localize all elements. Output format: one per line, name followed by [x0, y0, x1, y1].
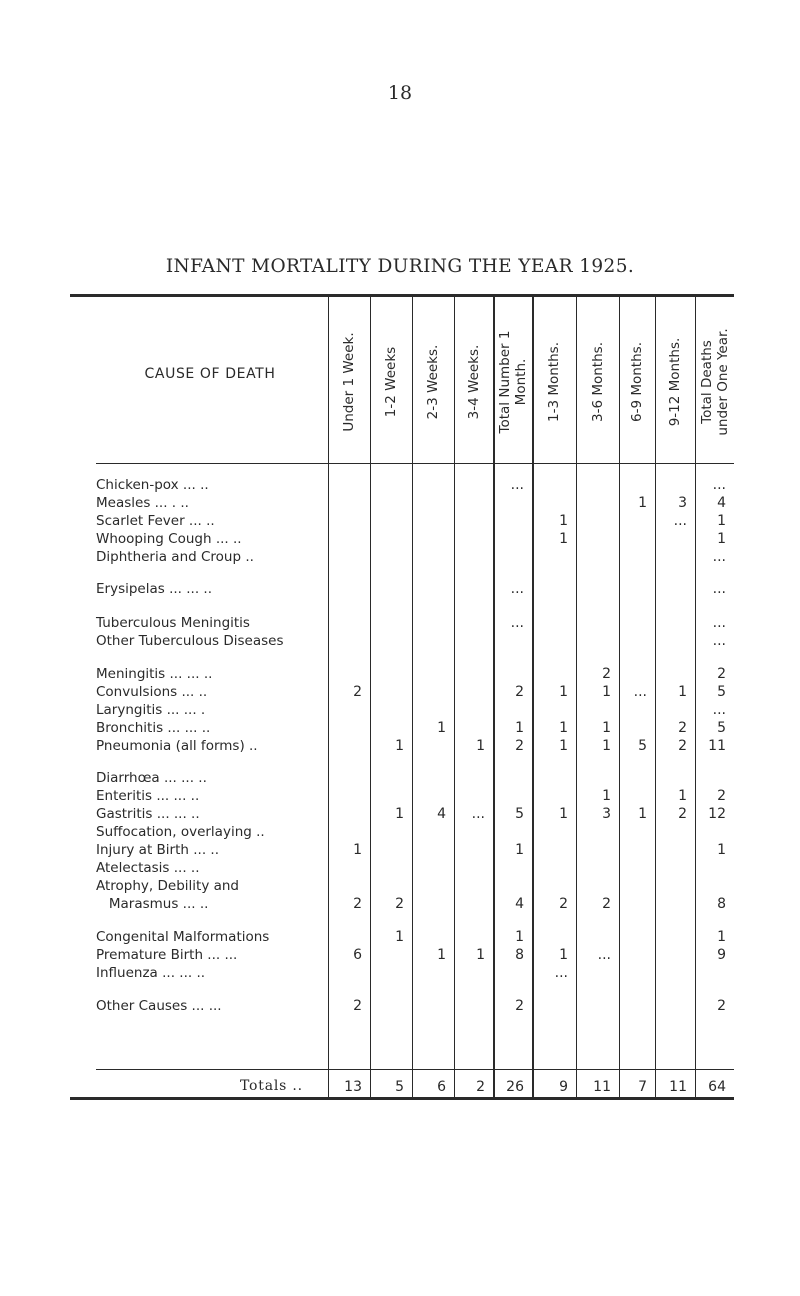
table-cell: 2: [678, 720, 687, 736]
table-cell: 1: [559, 806, 568, 822]
table-cell: 2: [678, 738, 687, 754]
table-cell: 1: [395, 806, 404, 822]
table-cell: 2: [717, 788, 726, 804]
table-cell: 1: [678, 788, 687, 804]
header-bottom-rule: [96, 463, 734, 464]
table-cell: 5: [638, 738, 647, 754]
table-row: [0, 683, 800, 701]
table-cell: 2: [515, 998, 524, 1014]
total-cell: 6: [437, 1079, 446, 1095]
column-header: [695, 308, 734, 456]
column-header-label: 2-3 Weeks.: [425, 344, 441, 420]
table-cell: 1: [515, 720, 524, 736]
table-cell: ...: [554, 965, 568, 981]
table-cell: ...: [712, 581, 726, 597]
cause-label: Other Causes ... ...: [96, 998, 222, 1014]
column-header: [412, 308, 454, 456]
table-row: [0, 737, 800, 755]
column-header: [655, 308, 695, 456]
table-row: [0, 964, 800, 982]
total-cell: 5: [395, 1079, 404, 1095]
table-cell: 2: [717, 998, 726, 1014]
table-row: [0, 701, 800, 719]
column-header-label: 9-12 Months.: [667, 337, 683, 427]
table-row: [0, 841, 800, 859]
table-row: [0, 928, 800, 946]
column-header: [454, 308, 493, 456]
table-cell: ...: [510, 581, 524, 597]
cause-label: Suffocation, overlaying ..: [96, 824, 265, 840]
table-cell: ...: [510, 477, 524, 493]
table-cell: 2: [353, 896, 362, 912]
table-cell: 1: [717, 513, 726, 529]
table-row: [0, 719, 800, 737]
table-cell: 6: [353, 947, 362, 963]
table-cell: 3: [678, 495, 687, 511]
cause-label: Convulsions ... ..: [96, 684, 208, 700]
cause-label: Whooping Cough ... ..: [96, 531, 242, 547]
table-cell: ...: [712, 633, 726, 649]
table-cell: 2: [515, 684, 524, 700]
column-header: [619, 308, 655, 456]
column-header: [328, 308, 370, 456]
table-cell: 2: [395, 896, 404, 912]
table-bottom-rule: [70, 1097, 734, 1100]
table-cell: 1: [559, 531, 568, 547]
table-row: [0, 859, 800, 877]
table-row: [0, 895, 800, 913]
table-row: [0, 530, 800, 548]
table-cell: ...: [712, 702, 726, 718]
column-header-label: 1-3 Months.: [546, 342, 562, 422]
table-cell: 1: [602, 738, 611, 754]
column-header-label: 1-2 Weeks: [383, 346, 399, 418]
cause-label: Premature Birth ... ...: [96, 947, 238, 963]
cause-label: Erysipelas ... ... ..: [96, 581, 212, 597]
cause-label: Enteritis ... ... ..: [96, 788, 200, 804]
total-cell: 64: [708, 1079, 726, 1095]
table-cell: 1: [602, 788, 611, 804]
table-cell: 1: [515, 929, 524, 945]
table-cell: 1: [559, 947, 568, 963]
table-cell: 2: [353, 684, 362, 700]
table-cell: 8: [717, 896, 726, 912]
page-title: INFANT MORTALITY DURING THE YEAR 1925.: [165, 256, 635, 277]
total-cell: 13: [344, 1079, 362, 1095]
table-cell: 1: [559, 720, 568, 736]
table-cell: 1: [678, 684, 687, 700]
table-cell: ...: [633, 684, 647, 700]
table-cell: ...: [673, 513, 687, 529]
table-row: [0, 632, 800, 650]
total-cell: 7: [638, 1079, 647, 1095]
cause-column-header: CAUSE OF DEATH: [144, 366, 276, 382]
column-header-label: Total Deaths under One Year.: [698, 328, 731, 436]
table-cell: 1: [717, 929, 726, 945]
column-header-label: 3-4 Weeks.: [465, 344, 482, 420]
table-cell: 4: [515, 896, 524, 912]
table-row: [0, 548, 800, 566]
cause-label: Congenital Malformations: [96, 929, 270, 945]
table-cell: 1: [437, 720, 446, 736]
table-cell: 5: [717, 684, 726, 700]
table-cell: ...: [471, 806, 485, 822]
table-row: [0, 614, 800, 632]
table-cell: ...: [712, 615, 726, 631]
table-cell: ...: [597, 947, 611, 963]
table-row: [0, 494, 800, 512]
table-cell: 1: [395, 929, 404, 945]
table-row: [0, 787, 800, 805]
table-cell: 1: [638, 806, 647, 822]
table-cell: 1: [476, 738, 485, 754]
cause-label: Tuberculous Meningitis: [96, 615, 250, 631]
cause-label: Diarrhœa ... ... ..: [96, 770, 207, 786]
column-header-label: 6-9 Months.: [629, 342, 645, 422]
table-cell: 2: [602, 666, 611, 682]
total-cell: 11: [669, 1079, 687, 1095]
table-cell: 2: [717, 666, 726, 682]
table-cell: 1: [638, 495, 647, 511]
table-cell: ...: [712, 549, 726, 565]
table-cell: 1: [476, 947, 485, 963]
cause-label: Atrophy, Debility and: [96, 878, 239, 894]
cause-label: Bronchitis ... ... ..: [96, 720, 211, 736]
table-cell: 1: [717, 842, 726, 858]
cause-label: Chicken-pox ... ..: [96, 477, 209, 493]
table-cell: 2: [559, 896, 568, 912]
totals-label: Totals ..: [240, 1078, 303, 1094]
cause-label: Atelectasis ... ..: [96, 860, 200, 876]
table-cell: 5: [515, 806, 524, 822]
table-row: [0, 769, 800, 787]
cause-label: Meningitis ... ... ..: [96, 666, 213, 682]
table-cell: 4: [717, 495, 726, 511]
table-cell: 2: [602, 896, 611, 912]
table-cell: 3: [602, 806, 611, 822]
totals-values: [0, 1078, 800, 1096]
table-row: [0, 512, 800, 530]
column-header: [493, 308, 532, 456]
table-cell: ...: [712, 477, 726, 493]
table-cell: 1: [717, 531, 726, 547]
table-cell: 1: [559, 513, 568, 529]
cause-label: Influenza ... ... ..: [96, 965, 206, 981]
total-cell: 11: [593, 1079, 611, 1095]
table-row: [0, 946, 800, 964]
table-cell: 1: [559, 684, 568, 700]
cause-label: Scarlet Fever ... ..: [96, 513, 215, 529]
total-cell: 26: [506, 1079, 524, 1095]
total-cell: 2: [476, 1079, 485, 1095]
table-row: [0, 665, 800, 683]
table-cell: 2: [515, 738, 524, 754]
table-cell: 12: [708, 806, 726, 822]
table-cell: 1: [353, 842, 362, 858]
table-cell: 1: [602, 720, 611, 736]
column-header: [576, 308, 619, 456]
table-cell: 11: [708, 738, 726, 754]
table-cell: 1: [437, 947, 446, 963]
table-row: [0, 580, 800, 598]
table-top-rule: [70, 294, 734, 297]
column-header: [532, 308, 576, 456]
table-cell: 8: [515, 947, 524, 963]
totals-rule: [96, 1069, 734, 1070]
cause-label: Gastritis ... ... ..: [96, 806, 200, 822]
table-row: [0, 997, 800, 1015]
table-row: [0, 877, 800, 895]
table-cell: 1: [602, 684, 611, 700]
table-cell: 2: [353, 998, 362, 1014]
table-cell: 2: [678, 806, 687, 822]
total-cell: 9: [559, 1079, 568, 1095]
table-cell: 1: [515, 842, 524, 858]
table-cell: 4: [437, 806, 446, 822]
column-header-label: 3-6 Months.: [589, 342, 606, 422]
table-row: [0, 476, 800, 494]
table-cell: 9: [717, 947, 726, 963]
table-row: [0, 823, 800, 841]
cause-label: Marasmus ... ..: [96, 896, 209, 912]
table-cell: 1: [395, 738, 404, 754]
column-header-label: Under 1 Week.: [341, 332, 357, 432]
table-cell: ...: [510, 615, 524, 631]
cause-label: Injury at Birth ... ..: [96, 842, 219, 858]
cause-label: Pneumonia (all forms) ..: [96, 738, 258, 754]
table-cell: 5: [717, 720, 726, 736]
cause-label: Measles ... . ..: [96, 495, 189, 511]
cause-label: Laryngitis ... ... .: [96, 702, 206, 718]
table-row: [0, 805, 800, 823]
page-number: 18: [387, 82, 413, 104]
cause-label: Diphtheria and Croup ..: [96, 549, 254, 565]
column-header: [370, 308, 412, 456]
table-cell: 1: [559, 738, 568, 754]
column-header-label: Total Number 1 Month.: [496, 330, 529, 434]
cause-label: Other Tuberculous Diseases: [96, 633, 284, 649]
